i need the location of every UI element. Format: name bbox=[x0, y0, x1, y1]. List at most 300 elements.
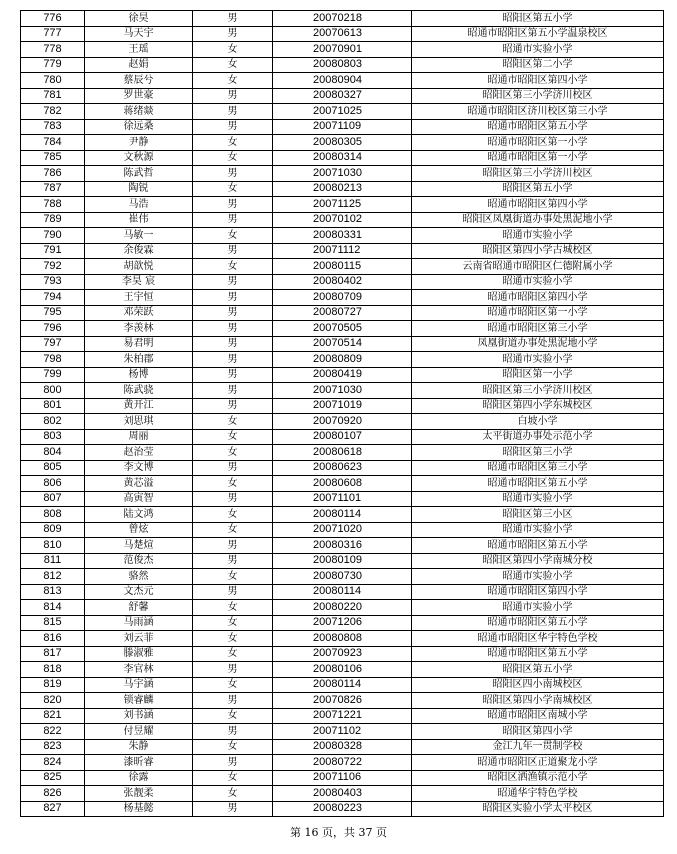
table-row bbox=[21, 398, 664, 414]
student-name: 张靓柔 bbox=[85, 786, 193, 802]
row-number: 813 bbox=[21, 584, 85, 600]
student-sex: 女 bbox=[193, 57, 273, 73]
birth-date: 20080904 bbox=[273, 73, 412, 89]
student-name: 王宇恒 bbox=[85, 290, 193, 306]
table-row bbox=[21, 724, 664, 740]
birth-date: 20071106 bbox=[273, 770, 412, 786]
school-name: 昭阳区第三小学济川校区 bbox=[412, 88, 664, 104]
student-name: 崔伟 bbox=[85, 212, 193, 228]
school-name: 昭通市昭阳区第五小学 bbox=[412, 646, 664, 662]
student-sex: 女 bbox=[193, 631, 273, 647]
student-name: 赵娟 bbox=[85, 57, 193, 73]
table-row bbox=[21, 290, 664, 306]
birth-date: 20080316 bbox=[273, 538, 412, 554]
school-name: 昭阳区第三小学济川校区 bbox=[412, 383, 664, 399]
table-row bbox=[21, 522, 664, 538]
student-name: 曾炫 bbox=[85, 522, 193, 538]
row-number: 827 bbox=[21, 801, 85, 817]
student-sex: 女 bbox=[193, 259, 273, 275]
student-name: 滕淑雅 bbox=[85, 646, 193, 662]
row-number: 784 bbox=[21, 135, 85, 151]
row-number: 790 bbox=[21, 228, 85, 244]
table-row bbox=[21, 584, 664, 600]
table-row bbox=[21, 212, 664, 228]
birth-date: 20080727 bbox=[273, 305, 412, 321]
student-name: 陶锐 bbox=[85, 181, 193, 197]
student-table-body bbox=[21, 11, 664, 817]
school-name: 昭通市昭阳区第一小学 bbox=[412, 150, 664, 166]
school-name: 昭通市昭阳区第五小学 bbox=[412, 119, 664, 135]
student-name: 尹静 bbox=[85, 135, 193, 151]
page-footer: 第 16 页，共 37 页 bbox=[290, 826, 387, 839]
student-sex: 男 bbox=[193, 383, 273, 399]
student-name: 马浩 bbox=[85, 197, 193, 213]
student-name: 杨博 bbox=[85, 367, 193, 383]
row-number: 804 bbox=[21, 445, 85, 461]
table-row bbox=[21, 739, 664, 755]
student-sex: 男 bbox=[193, 321, 273, 337]
student-sex: 男 bbox=[193, 755, 273, 771]
birth-date: 20070613 bbox=[273, 26, 412, 42]
table-row bbox=[21, 646, 664, 662]
row-number: 782 bbox=[21, 104, 85, 120]
student-sex: 男 bbox=[193, 538, 273, 554]
student-sex: 女 bbox=[193, 569, 273, 585]
birth-date: 20071109 bbox=[273, 119, 412, 135]
school-name: 昭阳区实验小学太平校区 bbox=[412, 801, 664, 817]
row-number: 810 bbox=[21, 538, 85, 554]
table-row bbox=[21, 243, 664, 259]
student-name: 黄开江 bbox=[85, 398, 193, 414]
birth-date: 20080722 bbox=[273, 755, 412, 771]
birth-date: 20070218 bbox=[273, 11, 412, 27]
student-name: 杨基懿 bbox=[85, 801, 193, 817]
birth-date: 20071102 bbox=[273, 724, 412, 740]
row-number: 785 bbox=[21, 150, 85, 166]
row-number: 800 bbox=[21, 383, 85, 399]
student-sex: 男 bbox=[193, 724, 273, 740]
student-sex: 男 bbox=[193, 367, 273, 383]
school-name: 昭通市实验小学 bbox=[412, 522, 664, 538]
student-name: 朱柏郡 bbox=[85, 352, 193, 368]
school-name: 昭通市昭阳区南城小学 bbox=[412, 708, 664, 724]
student-name: 范俊杰 bbox=[85, 553, 193, 569]
school-name: 昭阳区第五小学 bbox=[412, 181, 664, 197]
table-row bbox=[21, 786, 664, 802]
student-name: 陈武哲 bbox=[85, 166, 193, 182]
school-name: 昭通市昭阳区华宇特色学校 bbox=[412, 631, 664, 647]
school-name: 昭通市实验小学 bbox=[412, 228, 664, 244]
table-row bbox=[21, 677, 664, 693]
table-row bbox=[21, 631, 664, 647]
student-name: 蒋绪燚 bbox=[85, 104, 193, 120]
student-name: 李文博 bbox=[85, 460, 193, 476]
row-number: 811 bbox=[21, 553, 85, 569]
school-name: 昭通市昭阳区第四小学 bbox=[412, 584, 664, 600]
school-name: 昭阳区第四小学古城校区 bbox=[412, 243, 664, 259]
student-name: 漆昕睿 bbox=[85, 755, 193, 771]
student-name: 文秋源 bbox=[85, 150, 193, 166]
table-row bbox=[21, 42, 664, 58]
school-name: 昭通市昭阳区第四小学 bbox=[412, 197, 664, 213]
student-name: 刘书涵 bbox=[85, 708, 193, 724]
table-row bbox=[21, 476, 664, 492]
row-number: 826 bbox=[21, 786, 85, 802]
school-name: 昭通市昭阳区济川校区第三小学 bbox=[412, 104, 664, 120]
student-sex: 男 bbox=[193, 274, 273, 290]
row-number: 814 bbox=[21, 600, 85, 616]
school-name: 昭阳区第一小学 bbox=[412, 367, 664, 383]
row-number: 825 bbox=[21, 770, 85, 786]
birth-date: 20071206 bbox=[273, 615, 412, 631]
row-number: 823 bbox=[21, 739, 85, 755]
school-name: 昭通市昭阳区第三小学 bbox=[412, 321, 664, 337]
student-sex: 男 bbox=[193, 26, 273, 42]
row-number: 812 bbox=[21, 569, 85, 585]
school-name: 昭通市实验小学 bbox=[412, 491, 664, 507]
row-number: 789 bbox=[21, 212, 85, 228]
table-row bbox=[21, 538, 664, 554]
student-name: 付昱耀 bbox=[85, 724, 193, 740]
table-row bbox=[21, 352, 664, 368]
student-name: 文杰元 bbox=[85, 584, 193, 600]
row-number: 780 bbox=[21, 73, 85, 89]
student-name: 高寅智 bbox=[85, 491, 193, 507]
student-name: 陈武骁 bbox=[85, 383, 193, 399]
birth-date: 20080331 bbox=[273, 228, 412, 244]
row-number: 787 bbox=[21, 181, 85, 197]
birth-date: 20071125 bbox=[273, 197, 412, 213]
table-row bbox=[21, 57, 664, 73]
row-number: 806 bbox=[21, 476, 85, 492]
student-name: 余俊霖 bbox=[85, 243, 193, 259]
birth-date: 20080220 bbox=[273, 600, 412, 616]
student-sex: 男 bbox=[193, 166, 273, 182]
row-number: 794 bbox=[21, 290, 85, 306]
birth-date: 20070102 bbox=[273, 212, 412, 228]
table-row bbox=[21, 553, 664, 569]
student-name: 锁睿麟 bbox=[85, 693, 193, 709]
birth-date: 20080419 bbox=[273, 367, 412, 383]
student-sex: 女 bbox=[193, 429, 273, 445]
student-name: 罗世豪 bbox=[85, 88, 193, 104]
student-sex: 女 bbox=[193, 770, 273, 786]
student-name: 马宇涵 bbox=[85, 677, 193, 693]
row-number: 779 bbox=[21, 57, 85, 73]
row-number: 803 bbox=[21, 429, 85, 445]
birth-date: 20080709 bbox=[273, 290, 412, 306]
birth-date: 20080107 bbox=[273, 429, 412, 445]
table-row bbox=[21, 259, 664, 275]
row-number: 818 bbox=[21, 662, 85, 678]
student-name: 胡歆悦 bbox=[85, 259, 193, 275]
row-number: 819 bbox=[21, 677, 85, 693]
school-name: 昭通市昭阳区正道聚龙小学 bbox=[412, 755, 664, 771]
birth-date: 20071030 bbox=[273, 383, 412, 399]
student-sex: 男 bbox=[193, 290, 273, 306]
school-name: 昭通华宇特色学校 bbox=[412, 786, 664, 802]
student-sex: 男 bbox=[193, 336, 273, 352]
table-row bbox=[21, 600, 664, 616]
birth-date: 20080314 bbox=[273, 150, 412, 166]
student-name: 刘云菲 bbox=[85, 631, 193, 647]
student-name: 徐露 bbox=[85, 770, 193, 786]
school-name: 昭阳区第二小学 bbox=[412, 57, 664, 73]
school-name: 太平街道办事处示范小学 bbox=[412, 429, 664, 445]
table-row bbox=[21, 26, 664, 42]
school-name: 昭通市昭阳区第三小学 bbox=[412, 460, 664, 476]
row-number: 824 bbox=[21, 755, 85, 771]
birth-date: 20070826 bbox=[273, 693, 412, 709]
row-number: 815 bbox=[21, 615, 85, 631]
school-name: 昭阳区第四小学东城校区 bbox=[412, 398, 664, 414]
student-sex: 男 bbox=[193, 662, 273, 678]
row-number: 791 bbox=[21, 243, 85, 259]
row-number: 797 bbox=[21, 336, 85, 352]
school-name: 昭通市实验小学 bbox=[412, 352, 664, 368]
student-sex: 女 bbox=[193, 522, 273, 538]
row-number: 792 bbox=[21, 259, 85, 275]
table-row bbox=[21, 104, 664, 120]
table-row bbox=[21, 569, 664, 585]
student-sex: 女 bbox=[193, 73, 273, 89]
row-number: 822 bbox=[21, 724, 85, 740]
birth-date: 20080403 bbox=[273, 786, 412, 802]
school-name: 昭通市实验小学 bbox=[412, 42, 664, 58]
table-row bbox=[21, 150, 664, 166]
school-name: 昭阳区第五小学 bbox=[412, 662, 664, 678]
student-name: 李昊 宸 bbox=[85, 274, 193, 290]
birth-date: 20080328 bbox=[273, 739, 412, 755]
table-row bbox=[21, 197, 664, 213]
row-number: 820 bbox=[21, 693, 85, 709]
student-sex: 女 bbox=[193, 228, 273, 244]
student-sex: 女 bbox=[193, 615, 273, 631]
student-sex: 女 bbox=[193, 445, 273, 461]
birth-date: 20080213 bbox=[273, 181, 412, 197]
school-name: 白坡小学 bbox=[412, 414, 664, 430]
student-name: 李官林 bbox=[85, 662, 193, 678]
student-sex: 女 bbox=[193, 135, 273, 151]
student-sex: 女 bbox=[193, 786, 273, 802]
table-row bbox=[21, 367, 664, 383]
school-name: 昭阳区第三小区 bbox=[412, 507, 664, 523]
school-name: 昭阳区第三小学济川校区 bbox=[412, 166, 664, 182]
school-name: 昭通市昭阳区第五小学温泉校区 bbox=[412, 26, 664, 42]
birth-date: 20070920 bbox=[273, 414, 412, 430]
birth-date: 20080730 bbox=[273, 569, 412, 585]
student-sex: 女 bbox=[193, 600, 273, 616]
school-name: 昭通市实验小学 bbox=[412, 274, 664, 290]
student-name: 王瑶 bbox=[85, 42, 193, 58]
birth-date: 20071030 bbox=[273, 166, 412, 182]
school-name: 凤凰街道办事处黑泥地小学 bbox=[412, 336, 664, 352]
table-row bbox=[21, 507, 664, 523]
student-sex: 男 bbox=[193, 491, 273, 507]
table-row bbox=[21, 414, 664, 430]
student-sex: 男 bbox=[193, 693, 273, 709]
row-number: 783 bbox=[21, 119, 85, 135]
school-name: 昭通市实验小学 bbox=[412, 569, 664, 585]
student-sex: 男 bbox=[193, 305, 273, 321]
school-name: 昭阳区第三小学 bbox=[412, 445, 664, 461]
table-row bbox=[21, 693, 664, 709]
school-name: 云南省昭通市昭阳区仁德附属小学 bbox=[412, 259, 664, 275]
row-number: 786 bbox=[21, 166, 85, 182]
table-row bbox=[21, 274, 664, 290]
birth-date: 20080115 bbox=[273, 259, 412, 275]
birth-date: 20080305 bbox=[273, 135, 412, 151]
birth-date: 20071221 bbox=[273, 708, 412, 724]
birth-date: 20070901 bbox=[273, 42, 412, 58]
table-row bbox=[21, 801, 664, 817]
row-number: 821 bbox=[21, 708, 85, 724]
student-name: 陆文鸿 bbox=[85, 507, 193, 523]
student-name: 易君明 bbox=[85, 336, 193, 352]
table-row bbox=[21, 73, 664, 89]
birth-date: 20080809 bbox=[273, 352, 412, 368]
school-name: 昭阳区第四小学南城分校 bbox=[412, 553, 664, 569]
student-sex: 女 bbox=[193, 476, 273, 492]
row-number: 788 bbox=[21, 197, 85, 213]
table-row bbox=[21, 135, 664, 151]
row-number: 793 bbox=[21, 274, 85, 290]
student-sex: 女 bbox=[193, 414, 273, 430]
table-row bbox=[21, 460, 664, 476]
school-name: 昭通市昭阳区第五小学 bbox=[412, 476, 664, 492]
school-name: 昭通市昭阳区第五小学 bbox=[412, 538, 664, 554]
student-name: 朱静 bbox=[85, 739, 193, 755]
table-row bbox=[21, 181, 664, 197]
school-name: 昭阳区第五小学 bbox=[412, 11, 664, 27]
table-row bbox=[21, 491, 664, 507]
table-row bbox=[21, 755, 664, 771]
student-name: 赵治莹 bbox=[85, 445, 193, 461]
table-row bbox=[21, 336, 664, 352]
student-name: 徐远桑 bbox=[85, 119, 193, 135]
student-sex: 男 bbox=[193, 243, 273, 259]
birth-date: 20071025 bbox=[273, 104, 412, 120]
student-name: 马天宇 bbox=[85, 26, 193, 42]
table-row bbox=[21, 321, 664, 337]
school-name: 昭阳区第四小学 bbox=[412, 724, 664, 740]
row-number: 808 bbox=[21, 507, 85, 523]
school-name: 昭阳区洒渔镇示范小学 bbox=[412, 770, 664, 786]
birth-date: 20071020 bbox=[273, 522, 412, 538]
student-name: 徐昊 bbox=[85, 11, 193, 27]
student-name: 舒馨 bbox=[85, 600, 193, 616]
birth-date: 20080402 bbox=[273, 274, 412, 290]
table-row bbox=[21, 166, 664, 182]
birth-date: 20080803 bbox=[273, 57, 412, 73]
row-number: 807 bbox=[21, 491, 85, 507]
school-name: 昭通市昭阳区第四小学 bbox=[412, 73, 664, 89]
table-row bbox=[21, 88, 664, 104]
table-row bbox=[21, 445, 664, 461]
row-number: 795 bbox=[21, 305, 85, 321]
table-row bbox=[21, 228, 664, 244]
student-name: 邓荣跃 bbox=[85, 305, 193, 321]
student-sex: 女 bbox=[193, 677, 273, 693]
school-name: 昭通市昭阳区第四小学 bbox=[412, 290, 664, 306]
school-name: 昭通市昭阳区第五小学 bbox=[412, 615, 664, 631]
student-table bbox=[20, 10, 664, 817]
row-number: 796 bbox=[21, 321, 85, 337]
student-name: 蔡辰兮 bbox=[85, 73, 193, 89]
table-row bbox=[21, 708, 664, 724]
student-sex: 男 bbox=[193, 584, 273, 600]
school-name: 昭通市昭阳区第一小学 bbox=[412, 135, 664, 151]
student-sex: 男 bbox=[193, 398, 273, 414]
school-name: 昭阳区第四小学南城校区 bbox=[412, 693, 664, 709]
birth-date: 20080327 bbox=[273, 88, 412, 104]
table-row bbox=[21, 305, 664, 321]
student-name: 骆然 bbox=[85, 569, 193, 585]
birth-date: 20080618 bbox=[273, 445, 412, 461]
birth-date: 20080223 bbox=[273, 801, 412, 817]
row-number: 817 bbox=[21, 646, 85, 662]
table-row bbox=[21, 383, 664, 399]
student-sex: 男 bbox=[193, 104, 273, 120]
student-sex: 男 bbox=[193, 88, 273, 104]
student-sex: 女 bbox=[193, 507, 273, 523]
birth-date: 20071101 bbox=[273, 491, 412, 507]
birth-date: 20070514 bbox=[273, 336, 412, 352]
school-name: 昭通市实验小学 bbox=[412, 600, 664, 616]
student-sex: 男 bbox=[193, 801, 273, 817]
student-sex: 男 bbox=[193, 197, 273, 213]
row-number: 778 bbox=[21, 42, 85, 58]
birth-date: 20080114 bbox=[273, 677, 412, 693]
school-name: 昭阳区凤凰街道办事处黑泥地小学 bbox=[412, 212, 664, 228]
student-sex: 男 bbox=[193, 11, 273, 27]
student-sex: 女 bbox=[193, 646, 273, 662]
table-row bbox=[21, 119, 664, 135]
row-number: 801 bbox=[21, 398, 85, 414]
student-name: 马雨涵 bbox=[85, 615, 193, 631]
row-number: 777 bbox=[21, 26, 85, 42]
student-name: 李羡林 bbox=[85, 321, 193, 337]
table-row bbox=[21, 662, 664, 678]
table-row bbox=[21, 429, 664, 445]
student-sex: 女 bbox=[193, 150, 273, 166]
student-name: 刘思琪 bbox=[85, 414, 193, 430]
birth-date: 20080808 bbox=[273, 631, 412, 647]
row-number: 802 bbox=[21, 414, 85, 430]
row-number: 776 bbox=[21, 11, 85, 27]
student-name: 马楚煊 bbox=[85, 538, 193, 554]
student-sex: 女 bbox=[193, 739, 273, 755]
student-sex: 男 bbox=[193, 119, 273, 135]
student-name: 马敏一 bbox=[85, 228, 193, 244]
student-sex: 女 bbox=[193, 708, 273, 724]
table-row bbox=[21, 615, 664, 631]
row-number: 805 bbox=[21, 460, 85, 476]
school-name: 昭通市昭阳区第一小学 bbox=[412, 305, 664, 321]
birth-date: 20071112 bbox=[273, 243, 412, 259]
birth-date: 20080114 bbox=[273, 507, 412, 523]
birth-date: 20080608 bbox=[273, 476, 412, 492]
row-number: 816 bbox=[21, 631, 85, 647]
student-sex: 男 bbox=[193, 553, 273, 569]
student-sex: 男 bbox=[193, 212, 273, 228]
table-row bbox=[21, 770, 664, 786]
school-name: 昭阳区四小南城校区 bbox=[412, 677, 664, 693]
birth-date: 20080109 bbox=[273, 553, 412, 569]
student-sex: 男 bbox=[193, 352, 273, 368]
row-number: 799 bbox=[21, 367, 85, 383]
birth-date: 20071019 bbox=[273, 398, 412, 414]
